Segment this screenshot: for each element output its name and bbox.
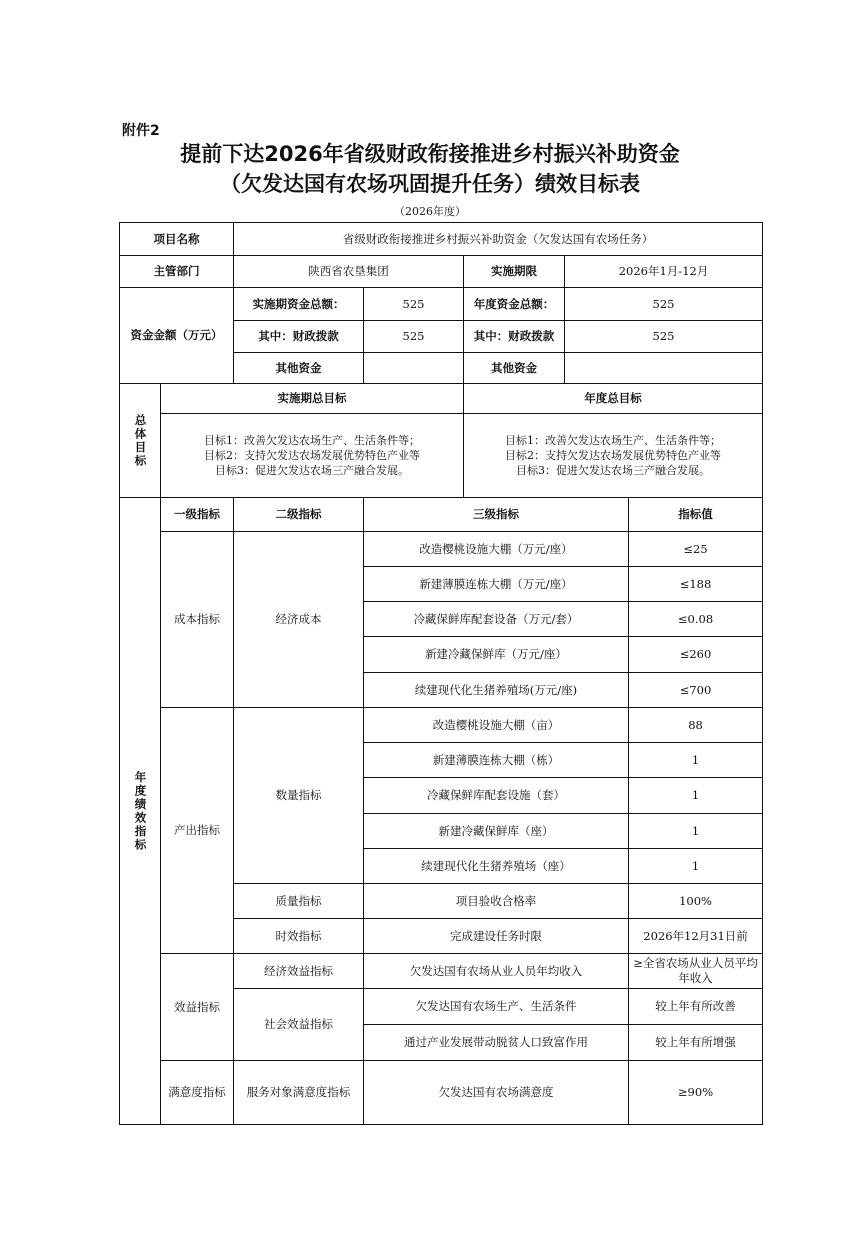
cost-item-name: 续建现代化生猪养殖场(万元/座) [364,673,629,708]
project-name-row [120,223,763,256]
funds-fiscal-label: 其中：财政拨款 [234,321,364,353]
goals-content-row [120,414,763,498]
output-item-value: 1 [629,814,763,849]
output-item-name: 冷藏保鲜库配套设施（套） [364,778,629,814]
period-label: 实施期限 [464,256,565,288]
funds-total-label: 实施期资金总额： [234,288,364,321]
cost-item-name: 新建冷藏保鲜库（万元/座） [364,637,629,673]
funds-annual-other-value [565,353,763,384]
goals-header-row [120,384,763,414]
output-item-name: 改造樱桃设施大棚（亩） [364,708,629,743]
funds-other-value [364,353,464,384]
funds-label: 资金金额（万元） [120,288,234,384]
cost-item-value: ≤260 [629,637,763,673]
goals-period-header: 实施期总目标 [161,384,464,414]
funds-annual-other-label: 其他资金 [464,353,565,384]
output-item-name: 续建现代化生猪养殖场（座） [364,849,629,884]
cost-item-name: 冷藏保鲜库配套设备（万元/套） [364,602,629,637]
benefit-economic-label: 经济效益指标 [234,954,364,989]
satisfaction-name: 欠发达国有农场满意度 [364,1061,629,1125]
cost-item-value: ≤188 [629,567,763,602]
output-timeliness-label: 时效指标 [234,919,364,954]
goals-label-cell [120,384,161,498]
cost-item-value: ≤0.08 [629,602,763,637]
benefit-economic-value: ≥全省农场从业人员平均年收入 [629,954,763,989]
table-row [120,532,763,567]
goals-annual-line-3: 目标3：促进欠发达农场三产融合发展。 [516,464,711,477]
cost-item-name: 改造樱桃设施大棚（万元/座） [364,532,629,567]
satisfaction-level1: 满意度指标 [161,1061,234,1125]
project-name-label: 项目名称 [120,223,234,256]
cost-item-value: ≤700 [629,673,763,708]
header-level1: 一级指标 [161,498,234,532]
goals-annual-line-2: 目标2：支持欠发达农场发展优势特色产业等 [505,449,722,462]
funds-annual-fiscal-label: 其中：财政拨款 [464,321,565,353]
satisfaction-level2: 服务对象满意度指标 [234,1061,364,1125]
indicators-section-cell [120,498,161,1125]
document-title-line2: （欠发达国有农场巩固提升任务）绩效目标表 [220,172,640,196]
header-level2: 二级指标 [234,498,364,532]
output-quantity-label: 数量指标 [234,708,364,884]
cost-level1: 成本指标 [161,532,234,708]
benefit-economic-name: 欠发达国有农场从业人员年均收入 [364,954,629,989]
dept-label: 主管部门 [120,256,234,288]
output-timeliness-name: 完成建设任务时限 [364,919,629,954]
dept-value: 陕西省农垦集团 [234,256,464,288]
document-title-line1: 提前下达2026年省级财政衔接推进乡村振兴补助资金 [180,142,680,166]
goals-period-line-2: 目标2：支持欠发达农场发展优势特色产业等 [204,449,420,462]
header-value: 指标值 [629,498,763,532]
benefit-social-label: 社会效益指标 [234,989,364,1061]
goals-annual-header: 年度总目标 [464,384,763,414]
output-quality-value: 100% [629,884,763,919]
benefit-social-value: 较上年有所改善 [629,989,763,1025]
goals-period-text [161,414,464,498]
goals-period-line-1: 目标1：改善欠发达农场生产、生活条件等； [204,434,420,447]
goals-annual-line-1: 目标1：改善欠发达农场生产、生活条件等； [505,434,722,447]
funds-annual-fiscal-value: 525 [565,321,763,353]
output-timeliness-value: 2026年12月31日前 [629,919,763,954]
table-row [120,708,763,743]
goals-label: 总体目标 [133,413,148,468]
cost-level2: 经济成本 [234,532,364,708]
benefit-social-value: 较上年有所增强 [629,1025,763,1061]
output-quality-name: 项目验收合格率 [364,884,629,919]
benefit-social-name: 通过产业发展带动脱贫人口致富作用 [364,1025,629,1061]
output-item-value: 88 [629,708,763,743]
cost-item-value: ≤25 [629,532,763,567]
output-level1: 产出指标 [161,708,234,954]
output-item-name: 新建薄膜连栋大棚（栋） [364,743,629,778]
output-item-value: 1 [629,743,763,778]
funds-total-value: 525 [364,288,464,321]
satisfaction-value: ≥90% [629,1061,763,1125]
table-row [120,954,763,989]
table-row [120,1061,763,1125]
period-value: 2026年1月-12月 [565,256,763,288]
project-name-value: 省级财政衔接推进乡村振兴补助资金（欠发达国有农场任务） [234,223,763,256]
funds-annual-total-value: 525 [565,288,763,321]
funds-fiscal-value: 525 [364,321,464,353]
output-item-value: 1 [629,849,763,884]
dept-row [120,256,763,288]
indicator-header-row [120,498,763,532]
cost-item-name: 新建薄膜连栋大棚（万元/座） [364,567,629,602]
funds-other-label: 其他资金 [234,353,364,384]
benefit-social-name: 欠发达国有农场生产、生活条件 [364,989,629,1025]
indicators-section-label: 年度绩效指标 [133,770,148,852]
funds-total-row [120,288,763,321]
goals-period-line-3: 目标3：促进欠发达农场三产融合发展。 [215,464,409,477]
goals-annual-text [464,414,763,498]
performance-target-table [119,222,763,1125]
funds-annual-total-label: 年度资金总额： [464,288,565,321]
year-label: （2026年度） [394,205,466,218]
output-item-value: 1 [629,778,763,814]
output-quality-label: 质量指标 [234,884,364,919]
output-item-name: 新建冷藏保鲜库（座） [364,814,629,849]
attachment-label: 附件2 [122,123,160,139]
header-level3: 三级指标 [364,498,629,532]
benefit-level1: 效益指标 [161,954,234,1061]
